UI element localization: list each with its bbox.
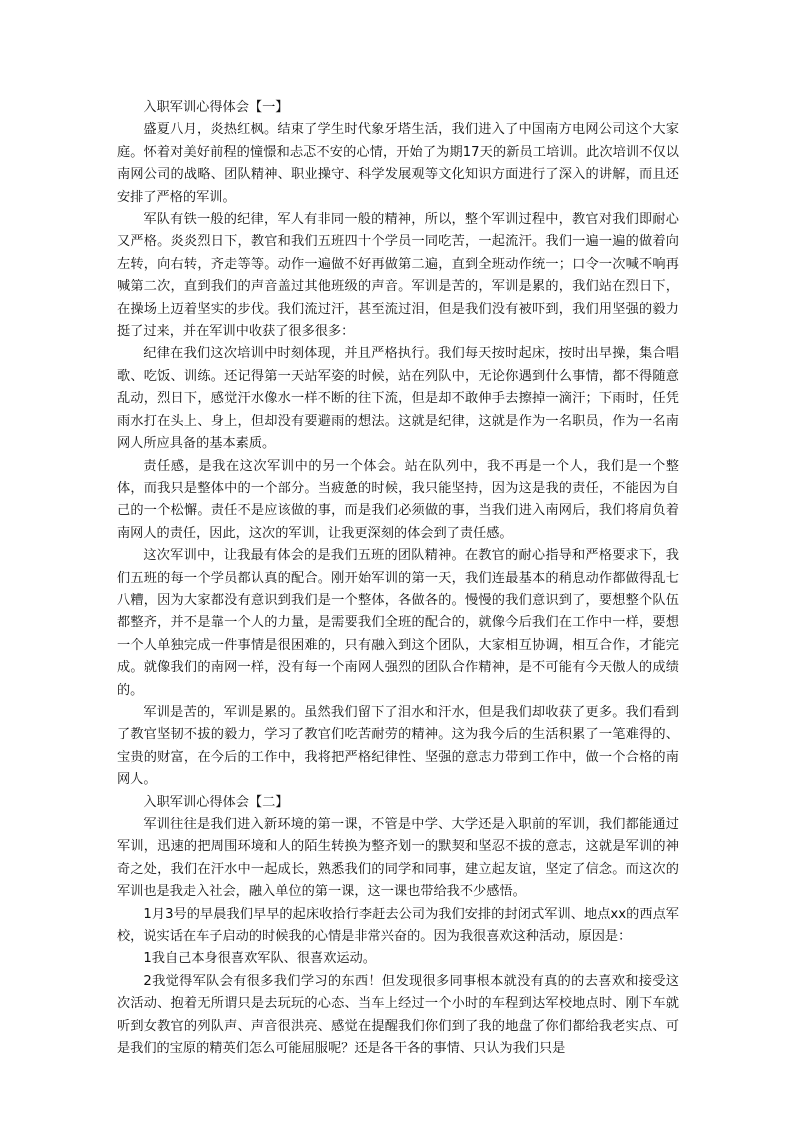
section-1-paragraph-3: 纪律在我们这次培训中时刻体现，并且严格执行。我们每天按时起床，按时出早操，集合唱歌、吃饭、训练。还记得第一天站军姿的时候，站在列队中，无论你遇到什么事情，都不得随意乱动，烈日下，感觉汗水像水一样不断的往下流，但是却不敢伸手去擦掉一滴汗；下雨时，任凭雨水打在头上、身上，但却没有要避雨的想法。这就是纪律，这就是作为一名职员，作为一名南网人所应具备的基本素质。 bbox=[117, 346, 679, 452]
section-1-paragraph-5: 这次军训中，让我最有体会的是我们五班的团队精神。在教官的耐心指导和严格要求下，我们五班的每一个学员都认真的配合。刚开始军训的第一天，我们连最基本的稍息动作都做得乱七八糟，因为大家都没有意识到我们是一个整体，各做各的。慢慢的我们意识到了，要想整个队伍都整齐，并不是靠一个人的力量，是需要我们全班的配合的，就像今后我们在工作中一样，要想一个人单独完成一件事情是很困难的，只有融入到这个团队，大家相互协调，相互合作，才能完成。就像我们的南网一样，没有每一个南网人强烈的团队合作精神，是不可能有今天傲人的成绩的。 bbox=[117, 548, 679, 698]
document-page bbox=[117, 97, 679, 1060]
section-1-paragraph-2: 军队有铁一般的纪律，军人有非同一般的精神，所以，整个军训过程中，教官对我们即耐心又严格。炎炎烈日下，教官和我们五班四十个学员一同吃苦，一起流汗。我们一遍一遍的做着向左转，向右转，齐走等等。动作一遍做不好再做第二遍，直到全班动作统一；口令一次喊不响再喊第二次，直到我们的声音盖过其他班级的声音。军训是苦的，军训是累的，我们站在烈日下，在操场上迈着坚实的步伐。我们流过汗，甚至流过泪，但是我们没有被吓到，我们用坚强的毅力挺了过来，并在军训中收获了很多很多： bbox=[117, 212, 679, 340]
section-2-paragraph-2: 1月3号的早晨我们早早的起床收拾行李赶去公司为我们安排的封闭式军训、地点xx的西点军校，说实话在车子启动的时候我的心情是非常兴奋的。因为我很喜欢这种活动，原因是： bbox=[117, 906, 679, 945]
section-1-paragraph-6: 军训是苦的，军训是累的。虽然我们留下了泪水和汗水，但是我们却收获了更多。我们看到了教官坚韧不拔的毅力，学习了教官们吃苦耐劳的精神。这为我今后的生活积累了一笔难得的、宝贵的财富，在今后的工作中，我将把严格纪律性、坚强的意志力带到工作中，做一个合格的南网人。 bbox=[117, 704, 679, 788]
section-1-title: 入职军训心得体会【一】 bbox=[143, 100, 289, 115]
section-2-list-item-1: 1我自己本身很喜欢军队、很喜欢运动。 bbox=[143, 951, 376, 967]
section-1-paragraph-1: 盛夏八月，炎热红枫。结束了学生时代象牙塔生活，我们进入了中国南方电网公司这个大家庭。怀着对美好前程的憧憬和忐忑不安的心情，开始了为期17天的新员工培训。此次培训不仅以南网公司的战略、团队精神、职业操守、科学发展观等文化知识方面进行了深入的讲解，而且还安排了严格的军训。 bbox=[117, 122, 679, 205]
section-2-list-item-2: 2我觉得军队会有很多我们学习的东西！但发现很多同事根本就没有真的的去喜欢和接受这次活动、抱着无所谓只是去玩玩的心态、当车上经过一个小时的车程到达军校地点时、刚下车就听到女教官的列队声、声音很洪亮、感觉在提醒我们你们到了我的地盘了你们都给我老实点、可是我们的宝原的精英们怎么可能屈服呢？还是各干各的事情、只认为我们只是 bbox=[117, 973, 679, 1057]
section-2-paragraph-1: 军训往往是我们进入新环境的第一课，不管是中学、大学还是入职前的军训，我们都能通过军训，迅速的把周围环境和人的陌生转换为整齐划一的默契和坚忍不拔的意志，这就是军训的神奇之处，我们在汗水中一起成长，熟悉我们的同学和同事，建立起友谊，坚定了信念。而这次的军训也是我走入社会，融入单位的第一课，这一课也带给我不少感悟。 bbox=[117, 817, 679, 900]
section-2-title: 入职军训心得体会【二】 bbox=[143, 794, 289, 810]
section-1-paragraph-4: 责任感，是我在这次军训中的另一个体会。站在队列中，我不再是一个人，我们是一个整体，而我只是整体中的一个部分。当疲惫的时候，我只能坚持，因为这是我的责任，不能因为自己的一个松懈。责任不是应该做的事，而是我们必须做的事，当我们进入南网后，我们将肩负着南网人的责任，因此，这次的军训，让我更深刻的体会到了责任感。 bbox=[117, 458, 679, 541]
